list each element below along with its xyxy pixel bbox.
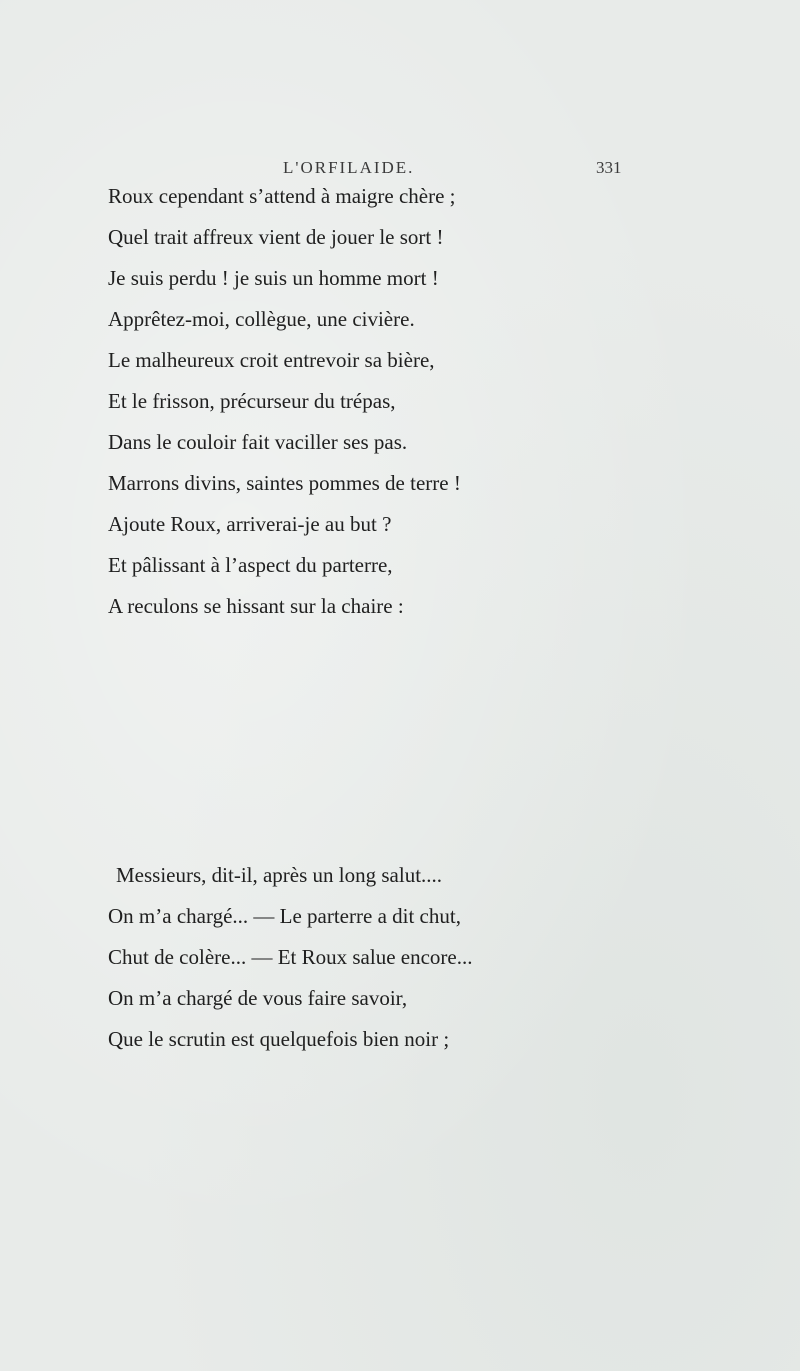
verse-line: A reculons se hissant sur la chaire : [108,594,404,618]
verse-line: Dans le couloir fait vaciller ses pas. [108,430,408,454]
verse-line: Chut de colère... — Et Roux salue encore... [108,945,473,969]
verse-line: Ajoute Roux, arriverai-je au but ? [108,512,392,536]
verse-line: Quel trait affreux vient de jouer le sort ! [108,225,444,249]
verse-line: On m’a chargé... — Le parterre a dit chut, [108,904,461,928]
verse-line: Apprêtez-moi, collègue, une civière. [108,307,415,331]
verse-line: Marrons divins, saintes pommes de terre ! [108,471,461,495]
verse-line: Messieurs, dit-il, après un long salut.... [116,863,443,887]
verse-line: Et le frisson, précurseur du trépas, [108,389,396,413]
verse-line: Et pâlissant à l’aspect du parterre, [108,553,393,577]
verse-line: Le malheureux croit entrevoir sa bière, [108,348,435,372]
verse-line: On m’a chargé de vous faire savoir, [108,986,408,1010]
running-title: L'ORFILAIDE. [283,158,415,177]
page-number: 331 [596,158,622,177]
verse-line: Que le scrutin est quelquefois bien noir ; [108,1027,450,1051]
running-head [0,158,800,184]
verse-line: Roux cependant s’attend à maigre chère ; [108,184,456,208]
verse-line: Je suis perdu ! je suis un homme mort ! [108,266,439,290]
